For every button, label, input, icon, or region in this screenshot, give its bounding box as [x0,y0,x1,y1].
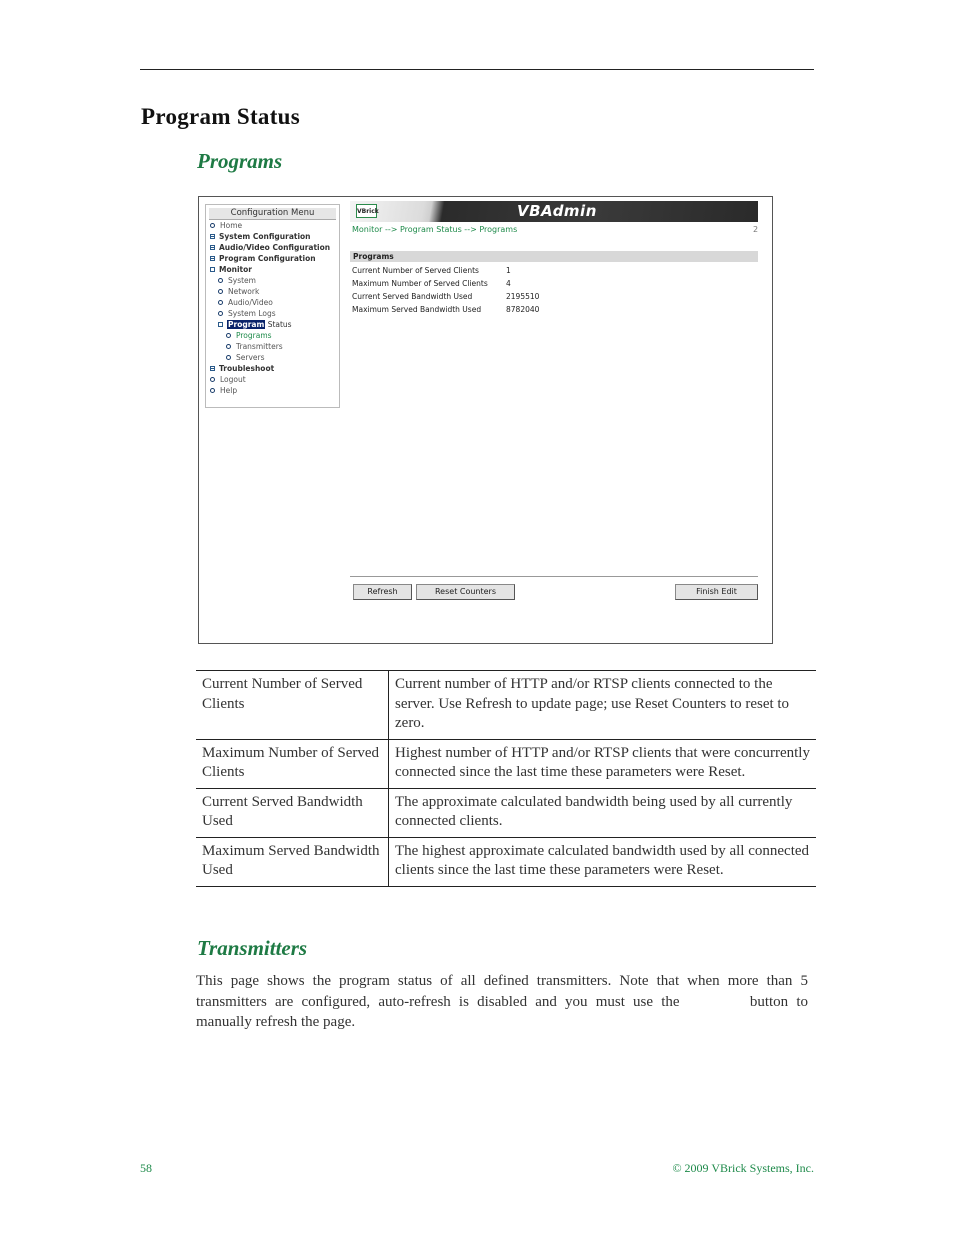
status-label: Maximum Served Bandwidth Used [352,305,482,314]
button-bar-divider [350,576,758,577]
paragraph-text: This page shows the program status of all defined transmitters. Note that when more than 5 transmitters are configured, auto-refresh is disabled and you must use the [196,973,808,1010]
menu-item-home[interactable]: Home [210,221,242,230]
vbadmin-screenshot [198,196,773,644]
bullet-icon [210,223,215,228]
parameter-description: Highest number of HTTP and/or RTSP clients that were concurrently connected since the last time these parameters were Reset. [389,739,817,788]
menu-item-programs[interactable]: Programs [226,331,272,340]
bullet-icon [218,311,223,316]
bullet-icon [226,344,231,349]
table-row [196,837,816,886]
table-row [196,788,816,837]
subsection-programs-heading: Programs [197,149,283,173]
table-row [196,671,816,740]
reset-counters-button[interactable]: Reset Counters [416,584,515,600]
collapse-icon [218,322,223,327]
programs-panel-header: Programs [350,251,758,262]
menu-title: Configuration Menu [209,208,336,220]
breadcrumb: Monitor --> Program Status --> Programs [352,225,518,234]
section-title: Program Status [141,104,301,129]
app-title: VBAdmin [517,202,597,220]
menu-item-network[interactable]: Network [218,287,259,296]
bullet-icon [210,377,215,382]
status-label: Maximum Number of Served Clients [352,279,488,288]
header-rule [140,69,814,70]
menu-item-help[interactable]: Help [210,386,237,395]
parameter-description: Current number of HTTP and/or RTSP clients connected to the server. Use Refresh to update page; use Reset Counters to reset to zero. [389,671,817,740]
menu-item-audio-video[interactable]: Audio/Video [218,298,273,307]
menu-item-logout[interactable]: Logout [210,375,246,384]
bullet-icon [218,289,223,294]
parameter-name: Current Served Bandwidth Used [196,788,389,837]
configuration-menu [205,204,340,408]
menu-item-program-status[interactable]: Program Status [218,320,292,329]
parameter-name: Maximum Number of Served Clients [196,739,389,788]
menu-item-monitor[interactable]: Monitor [210,265,252,274]
parameter-name: Maximum Served Bandwidth Used [196,837,389,886]
menu-item-servers[interactable]: Servers [226,353,265,362]
page-marker: 2 [753,225,759,234]
paragraph-text: button to manually refresh the page. [196,993,808,1030]
menu-item-system[interactable]: System [218,276,256,285]
copyright-notice: © 2009 VBrick Systems, Inc. [672,1161,814,1175]
menu-item-system-configuration[interactable]: System Configuration [210,232,311,241]
menu-item-troubleshoot[interactable]: Troubleshoot [210,364,274,373]
menu-item-program-configuration[interactable]: Program Configuration [210,254,316,263]
transmitters-paragraph [196,971,808,1033]
parameter-description: The approximate calculated bandwidth being used by all currently connected clients. [389,788,817,837]
parameter-description: The highest approximate calculated bandwidth used by all connected clients since the last time these parameters were Reset. [389,837,817,886]
bullet-icon [218,278,223,283]
bullet-icon [226,355,231,360]
menu-item-transmitters[interactable]: Transmitters [226,342,283,351]
subsection-transmitters-heading: Transmitters [197,936,308,960]
expand-icon [210,234,215,239]
expand-icon [210,256,215,261]
expand-icon [210,245,215,250]
parameter-table [196,670,816,887]
finish-edit-button[interactable]: Finish Edit [675,584,758,600]
menu-item-system-logs[interactable]: System Logs [218,309,276,318]
status-label: Current Served Bandwidth Used [352,292,473,301]
status-label: Current Number of Served Clients [352,266,479,275]
menu-item-audio-video-configuration[interactable]: Audio/Video Configuration [210,243,330,252]
refresh-button[interactable]: Refresh [353,584,412,600]
table-row [196,739,816,788]
status-value: 1 [506,266,511,275]
vbrick-logo: VBrick [356,204,377,218]
vbadmin-banner [350,201,758,222]
status-value: 2195510 [506,292,540,301]
bullet-icon [210,388,215,393]
page-number: 58 [140,1161,152,1175]
collapse-icon [210,267,215,272]
status-value: 8782040 [506,305,540,314]
bullet-icon [226,333,231,338]
parameter-name: Current Number of Served Clients [196,671,389,740]
expand-icon [210,366,215,371]
bullet-icon [218,300,223,305]
status-value: 4 [506,279,511,288]
